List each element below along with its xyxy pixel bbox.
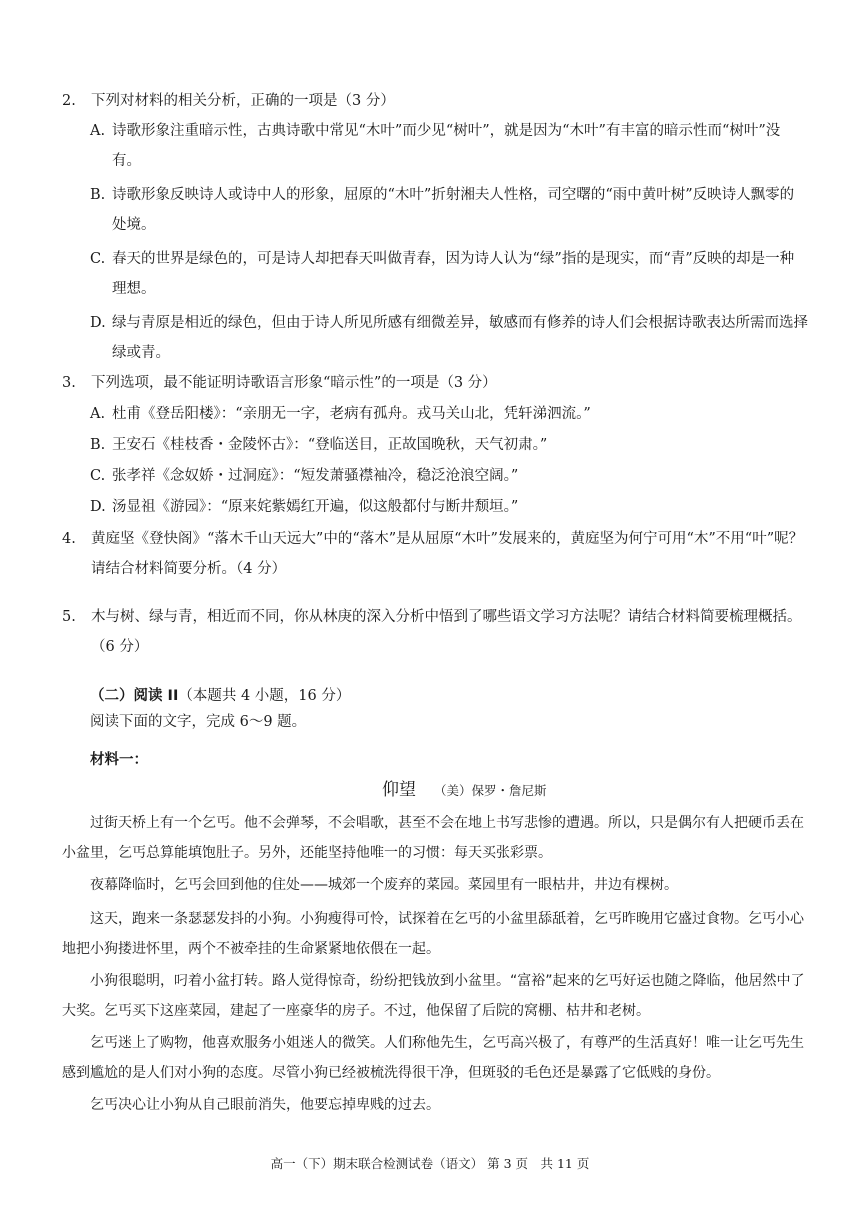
story-paragraph: 小狗很聪明，叼着小盆打转。路人觉得惊奇，纷纷把钱放到小盆里。“富裕”起来的乞丐好运也随之降临，他居然中了大奖。乞丐买下这座菜园，建起了一座豪华的房子。不过，他保留了后院的窝棚、枯井和老树。 <box>62 973 805 1019</box>
question-prompt: 木与树、绿与青，相近而不同，你从林庚的深入分析中悟到了哪些语文学习方法呢？请结合材料简要梳理概括。（6 分） <box>91 609 802 655</box>
option-3a <box>90 399 808 429</box>
option-3c <box>90 461 808 491</box>
material-label: 材料一： <box>90 752 148 768</box>
question-number: 3. <box>62 375 76 391</box>
option-letter: A. <box>90 406 106 422</box>
option-text: 王安石《桂枝香・金陵怀古》：“登临送目，正故国晚秋，天气初肃。” <box>112 437 548 453</box>
option-3d <box>90 492 808 522</box>
story-author: （美）保罗・詹尼斯 <box>434 783 547 798</box>
option-letter: D. <box>90 499 106 515</box>
question-number: 5. <box>62 609 76 625</box>
option-text: 春天的世界是绿色的，可是诗人却把春天叫做青春，因为诗人认为“绿”指的是现实，而“青”反映的却是一种理想。 <box>112 251 795 297</box>
section-note: （本题共 4 小题，16 分） <box>178 688 351 704</box>
story-title: 仰望 <box>382 780 416 800</box>
option-2b <box>90 180 808 240</box>
option-letter: C. <box>90 468 106 484</box>
option-text: 诗歌形象反映诗人或诗中人的形象，屈原的“木叶”折射湘夫人性格，司空曙的“雨中黄叶树”反映诗人飘零的处境。 <box>112 187 795 233</box>
option-2a <box>90 116 808 176</box>
option-letter: C. <box>90 251 106 267</box>
option-letter: D. <box>90 315 106 331</box>
story-paragraph: 过街天桥上有一个乞丐。他不会弹琴，不会唱歌，甚至不会在地上书写悲惨的遭遇。所以，只是偶尔有人把硬币丢在小盆里，乞丐总算能填饱肚子。另外，还能坚持他唯一的习惯：每天买张彩票。 <box>62 815 804 861</box>
question-prompt: 黄庭坚《登快阁》“落木千山天远大”中的“落木”是从屈原“木叶”发展来的，黄庭坚为何宁可用“木”不用“叶”呢？请结合材料简要分析。（4 分） <box>91 531 804 577</box>
option-text: 汤显祖《游园》：“原来姹紫嫣红开遍，似这般都付与断井颓垣。” <box>112 499 519 515</box>
section-instruction: 阅读下面的文字，完成 6～9 题。 <box>90 714 307 730</box>
page-footer: 高一（下）期末联合检测试卷（语文） 第 3 页 共 11 页 <box>270 1156 590 1171</box>
section-heading <box>90 684 350 708</box>
question-2 <box>62 86 807 116</box>
option-text: 绿与青原是相近的绿色，但由于诗人所见所感有细微差异，敏感而有修养的诗人们会根据诗歌表达所需而选择绿或青。 <box>112 315 808 361</box>
option-text: 诗歌形象注重暗示性，古典诗歌中常见“木叶”而少见“树叶”，就是因为“木叶”有丰富的暗示性而“树叶”没有。 <box>112 123 781 169</box>
story-paragraph: 夜幕降临时，乞丐会回到他的住处——城郊一个废弃的菜园。菜园里有一眼枯井，井边有棵树。 <box>90 877 678 893</box>
story-paragraph: 这天，跑来一条瑟瑟发抖的小狗。小狗瘦得可怜，试探着在乞丐的小盆里舔舐着，乞丐昨晚用它盛过食物。乞丐小心地把小狗搂进怀里，两个不被牵挂的生命紧紧地依偎在一起。 <box>62 911 804 957</box>
section-title: （二）阅读 II <box>90 688 179 704</box>
question-number: 4. <box>62 531 76 547</box>
question-4 <box>62 524 807 584</box>
option-3b <box>90 430 808 460</box>
question-3 <box>62 368 807 398</box>
question-prompt: 下列选项，最不能证明诗歌语言形象“暗示性”的一项是（3 分） <box>91 375 497 391</box>
option-text: 杜甫《登岳阳楼》：“亲朋无一字，老病有孤舟。戎马关山北，凭轩涕泗流。” <box>112 406 591 422</box>
story-title-block <box>382 778 547 803</box>
option-letter: B. <box>90 437 106 453</box>
question-number: 2. <box>62 93 76 109</box>
question-prompt: 下列对材料的相关分析，正确的一项是（3 分） <box>91 93 395 109</box>
question-5 <box>62 602 807 662</box>
story-paragraph: 乞丐迷上了购物，他喜欢服务小姐迷人的微笑。人们称他先生，乞丐高兴极了，有尊严的生活真好！唯一让乞丐先生感到尴尬的是人们对小狗的态度。尽管小狗已经被梳洗得很干净，但斑驳的毛色还是暴露了它低贱的身份。 <box>62 1035 804 1081</box>
option-2c <box>90 244 808 304</box>
option-text: 张孝祥《念奴娇・过洞庭》：“短发萧骚襟袖冷，稳泛沧浪空阔。” <box>112 468 519 484</box>
story-paragraph: 乞丐决心让小狗从自己眼前消失，他要忘掉卑贱的过去。 <box>90 1097 440 1113</box>
option-letter: B. <box>90 187 106 203</box>
option-letter: A. <box>90 123 106 139</box>
option-2d <box>90 308 808 368</box>
